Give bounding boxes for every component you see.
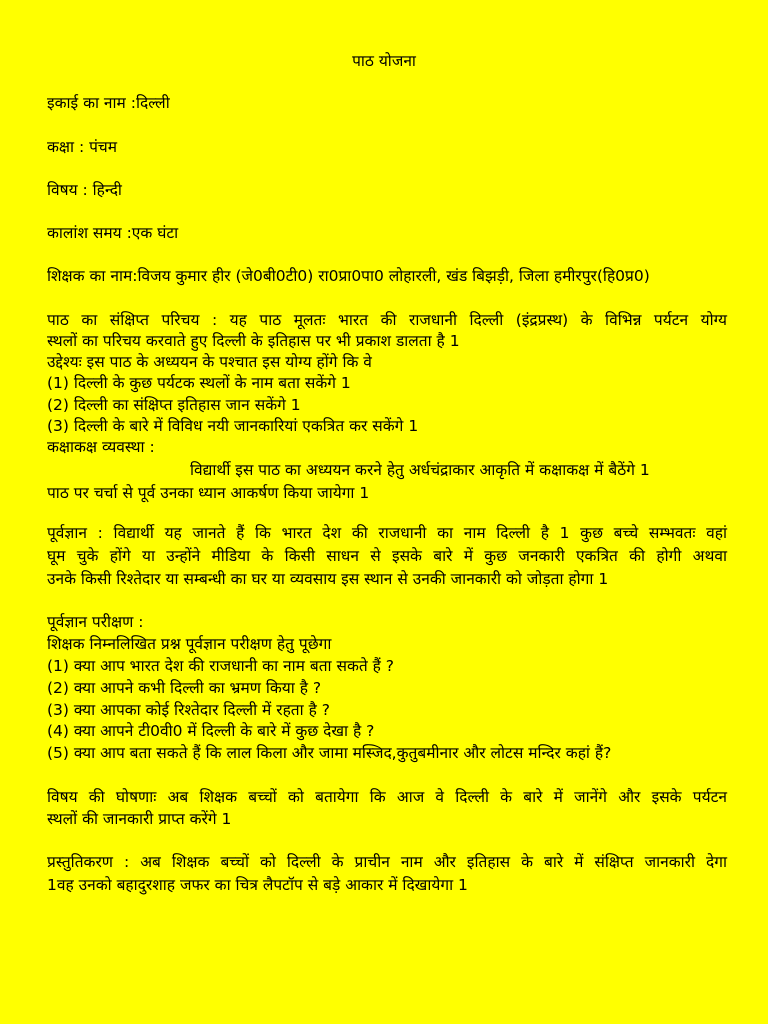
objectives-heading: उद्देश्यः इस पाठ के अध्ययन के पश्चात इस योग्य होंगे कि वे <box>47 353 372 371</box>
subject-line: विषय : हिन्दी <box>47 181 122 199</box>
intro-line: स्थलों का परिचय करवाते हुए दिल्ली के इतिहास पर भी प्रकाश डालता है 1 <box>47 332 460 350</box>
prior-knowledge-line: घूम चुके होंगे या उन्होंने मीडिया के किसी साधन से इसके बारे में कुछ जनकारी एकत्रित की होगी अथवा <box>47 547 727 565</box>
class-line: कक्षा : पंचम <box>47 138 118 156</box>
question-item: (2) क्या आपने कभी दिल्ली का भ्रमण किया है ? <box>47 679 322 697</box>
presentation-line: प्रस्तुतिकरण : अब शिक्षक बच्चों को दिल्ली के प्राचीन नाम और इतिहास के बारे में संक्षिप्त जानकारी देगा <box>47 853 727 871</box>
question-item: (1) क्या आप भारत देश की राजधानी का नाम बता सकते हैं ? <box>47 657 394 675</box>
announcement-line: विषय की घोषणाः अब शिक्षक बच्चों को बतायेगा कि आज वे दिल्ली के बारे में जानेंगे और इसके पर्यटन <box>47 788 727 806</box>
prior-knowledge-line: पूर्वज्ञान : विद्यार्थी यह जानते हैं कि भारत देश की राजधानी का नाम दिल्ली है 1 कुछ बच्चे सम्भवतः वहां <box>47 524 727 542</box>
prior-test-intro: शिक्षक निम्नलिखित प्रश्न पूर्वज्ञान परीक्षण हेतु पूछेगा <box>47 635 332 653</box>
document-title: पाठ योजना <box>352 52 416 70</box>
objective-item: (2) दिल्ली का संक्षिप्त इतिहास जान सकेंगे 1 <box>47 396 301 414</box>
prior-knowledge-line: उनके किसी रिश्तेदार या सम्बन्धी का घर या व्यवसाय इस स्थान से उनकी जानकारी को जोड़ता होगा 1 <box>47 570 609 588</box>
presentation-line: 1वह उनको बहादुरशाह जफर का चित्र लैपटॉप से बड़े आकार में दिखायेगा 1 <box>47 876 468 894</box>
classroom-text: पाठ पर चर्चा से पूर्व उनका ध्यान आकर्षण किया जायेगा 1 <box>47 484 370 502</box>
intro-line: पाठ का संक्षिप्त परिचय : यह पाठ मूलतः भारत की राजधानी दिल्ली (इंद्रप्रस्थ) के विभिन्न पर्यटन योग्य <box>47 311 727 329</box>
prior-test-heading: पूर्वज्ञान परीक्षण : <box>47 613 144 631</box>
unit-name: इकाई का नाम :दिल्ली <box>47 94 170 112</box>
objective-item: (1) दिल्ली के कुछ पर्यटक स्थलों के नाम बता सकेंगे 1 <box>47 374 351 392</box>
question-item: (3) क्या आपका कोई रिश्तेदार दिल्ली में रहता है ? <box>47 701 330 719</box>
objective-item: (3) दिल्ली के बारे में विविध नयी जानकारियां एकत्रित कर सकेंगे 1 <box>47 417 419 435</box>
duration-line: कालांश समय :एक घंटा <box>47 224 179 242</box>
announcement-line: स्थलों की जानकारी प्राप्त करेंगे 1 <box>47 810 232 828</box>
question-item: (5) क्या आप बता सकते हैं कि लाल किला और जामा मस्जिद,कुतुबमीनार और लोटस मन्दिर कहां हैं? <box>47 744 612 762</box>
classroom-heading: कक्षाकक्ष व्यवस्था : <box>47 438 155 456</box>
teacher-line: शिक्षक का नाम:विजय कुमार हीर (जे0बी0टी0) रा0प्रा0पा0 लोहारली, खंड बिझड़ी, जिला हमीरपुर(हि0प्र0) <box>47 267 650 285</box>
question-item: (4) क्या आपने टी0वी0 में दिल्ली के बारे में कुछ देखा है ? <box>47 722 375 740</box>
classroom-text: विद्यार्थी इस पाठ का अध्ययन करने हेतु अर्धचंद्राकार आकृति में कक्षाकक्ष में बैठेंगे 1 <box>190 461 650 479</box>
